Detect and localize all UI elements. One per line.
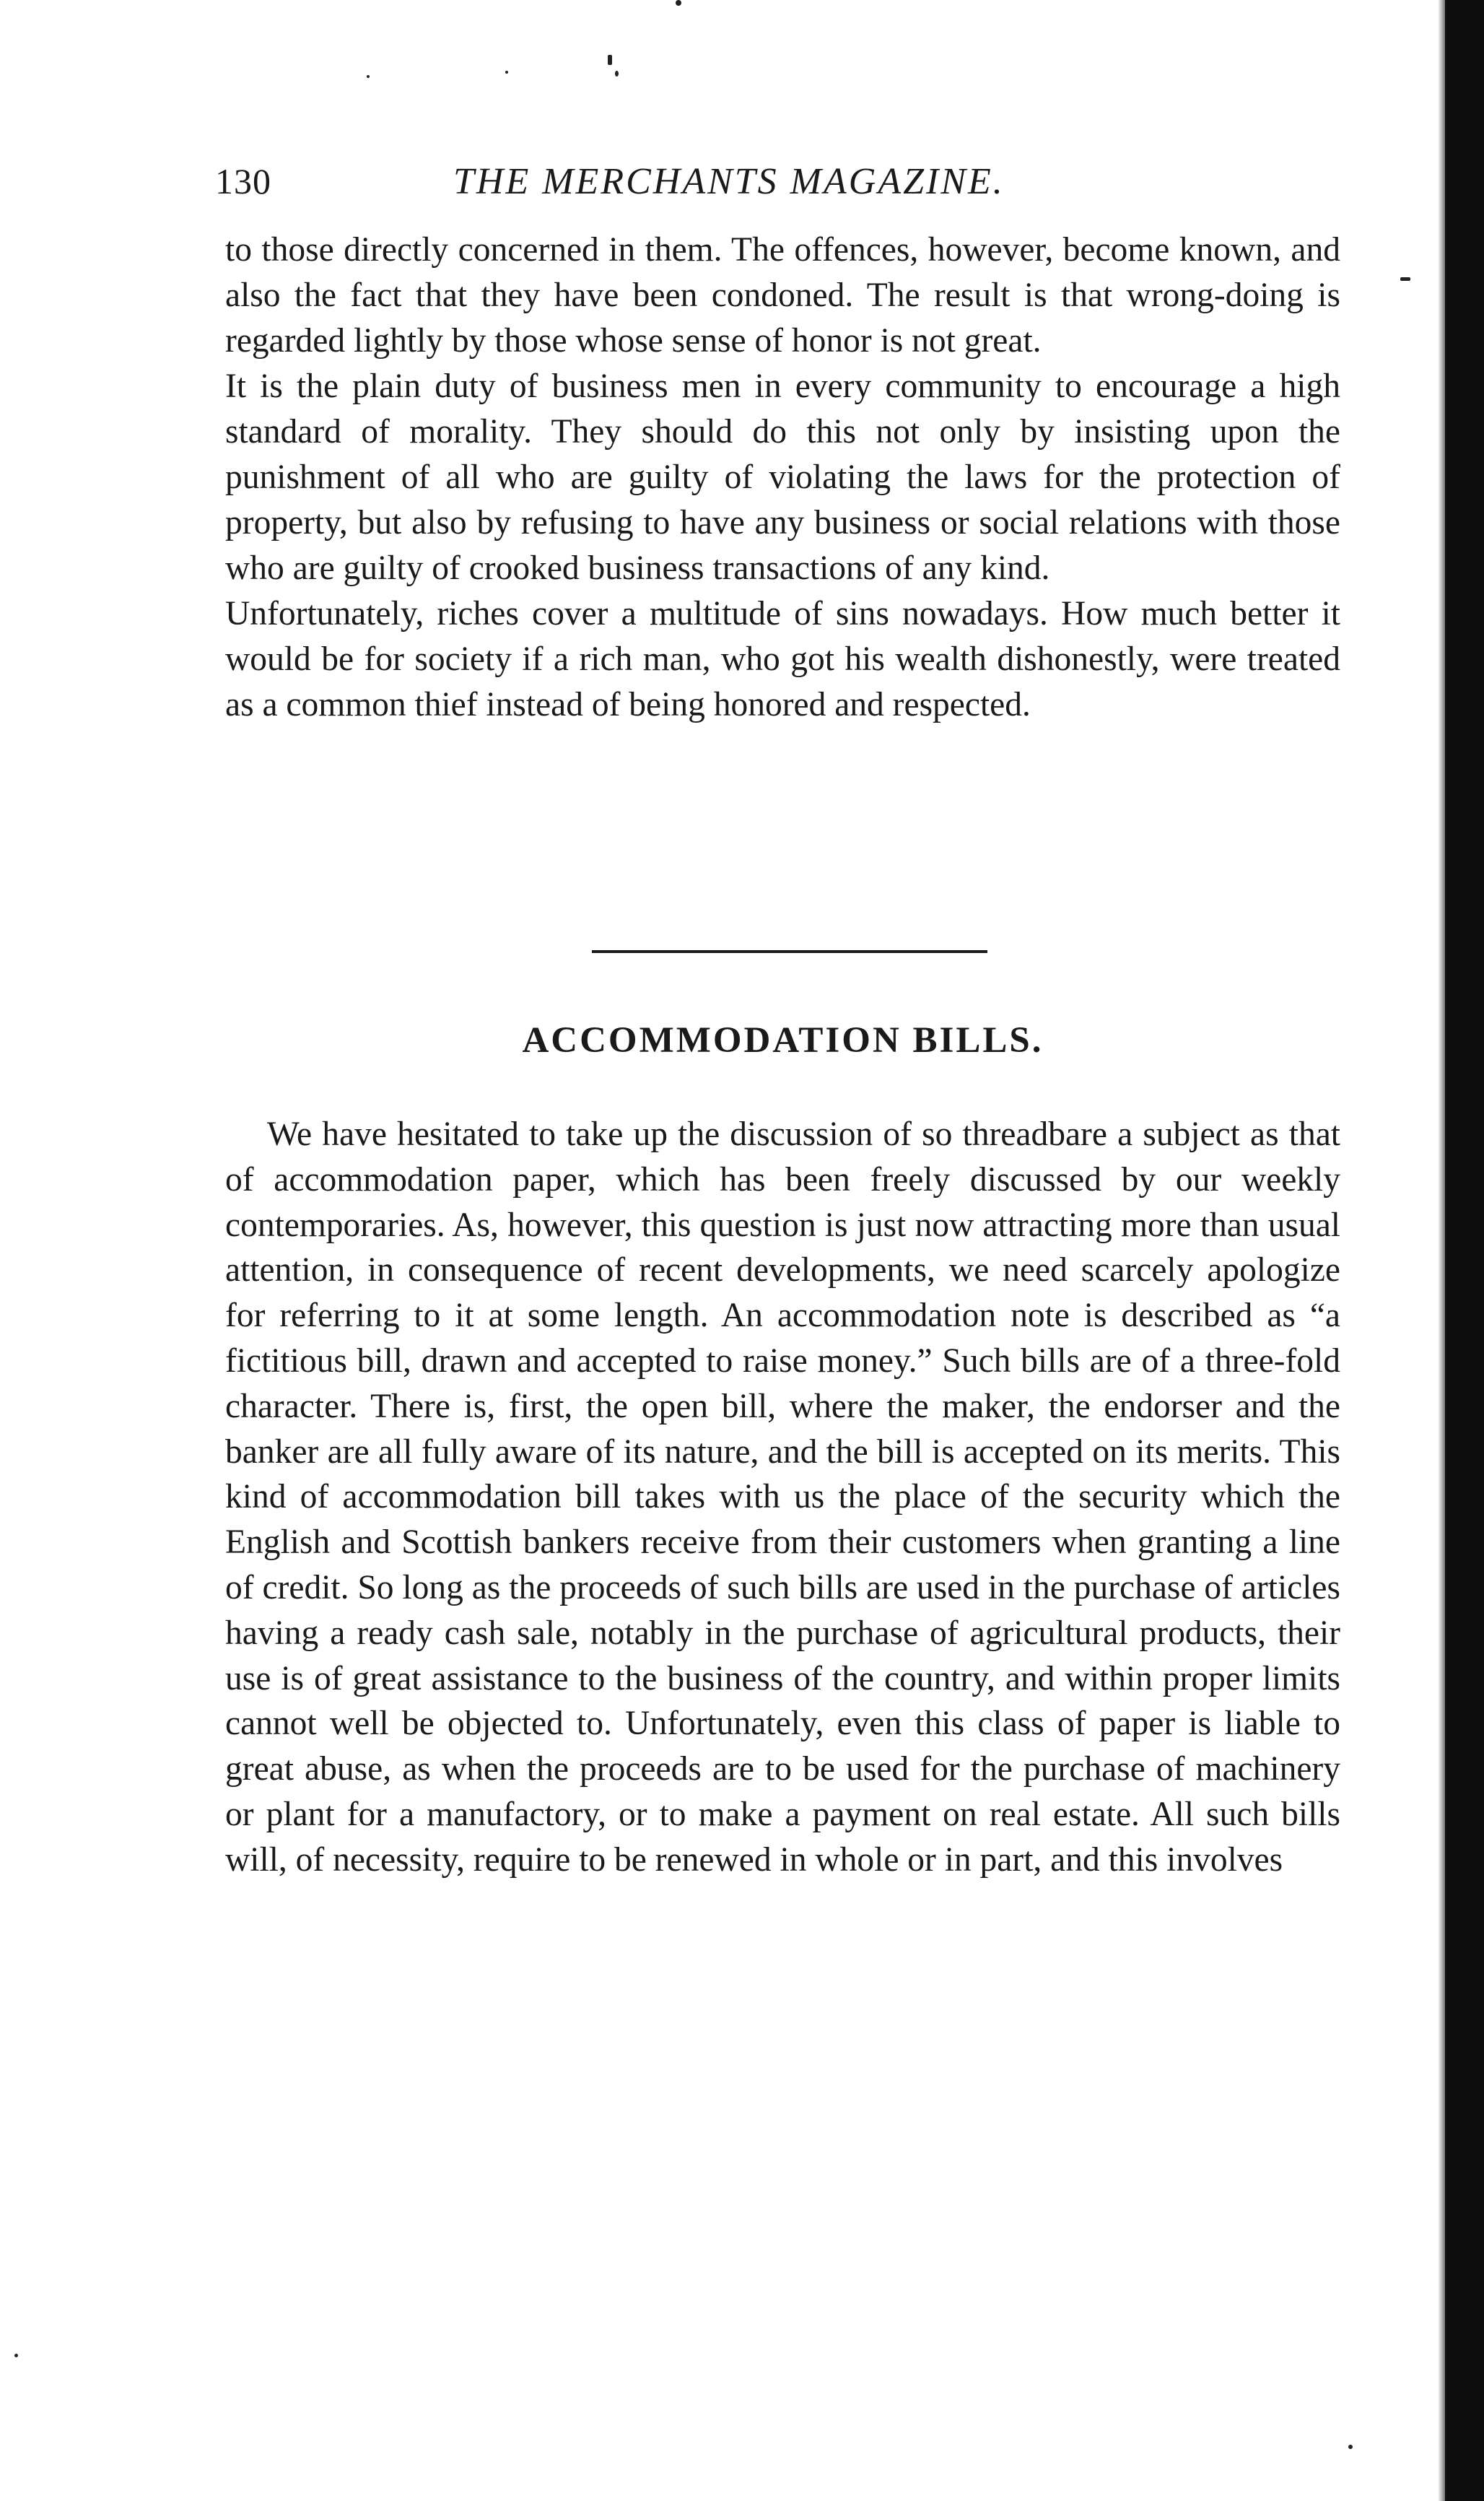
page-number: 130 [215,161,271,201]
scan-speck [676,0,681,6]
scan-speck [367,75,370,78]
paragraph: We have hesitated to take up the discussion of so threadbare a subject as that of accommodation paper, which has been freely discussed by our weekly contemporaries. As, however, this question is just now attracting more than usual attention, in consequence of recent developments, we need scarcely apologize for referring to it at some length. An accommodation note is described as “a fictitious bill, drawn and accepted to raise money.” Such bills are of a three-fold character. There is, first, the open bill, where the maker, the endorser and the banker are all fully aware of its nature, and the bill is accepted on its merits. This kind of accommodation bill takes with us the place of the security which the English and Scottish bankers receive from their customers when granting a line of credit. So long as the proceeds of such bills are used in the purchase of articles having a ready cash sale, notably in the purchase of agricultural products, their use is of great assistance to the business of the country, and within proper limits cannot well be objected to. Unfortunately, even this class of paper is liable to great abuse, as when the proceeds are to be used for the purchase of machinery or plant for a manufactory, or to make a payment on real estate. All such bills will, of necessity, require to be renewed in whole or in part, and this involves [225,1115,1340,1879]
paragraph: It is the plain duty of business men in every community to encourage a high standard of morality. They should do this not only by insisting upon the punishment of all who are guilty of violating the laws for the protection of property, but also by refusing to have any business or social relations with those who are guilty of crooked business transactions of any kind. [225,367,1340,587]
continued-section [225,227,1340,728]
section-divider [592,950,987,953]
article-body [225,1112,1340,1883]
journal-title: THE MERCHANTS MAGAZINE. [453,161,1005,202]
binding-edge [1445,0,1484,2501]
scan-speck [615,71,619,77]
paragraph: Unfortunately, riches cover a multitude of sins nowadays. How much better it would be for society if a rich man, who got his wealth dishonestly, were treated as a common thief instead of being honored and respected. [225,595,1340,723]
article-title: ACCOMMODATION BILLS. [522,1020,1044,1061]
binding-shadow [1438,0,1445,2501]
scan-speck [608,55,612,65]
running-head [215,160,1341,211]
paragraph: to those directly concerned in them. The offences, however, become known, and also the fact that they have been condoned. The result is that wrong-doing is regarded lightly by those whose sense of honor is not great. [225,231,1340,360]
scan-speck [1400,277,1410,281]
scan-speck [1348,2445,1353,2449]
scan-speck [14,2354,18,2357]
scan-speck [505,71,508,74]
